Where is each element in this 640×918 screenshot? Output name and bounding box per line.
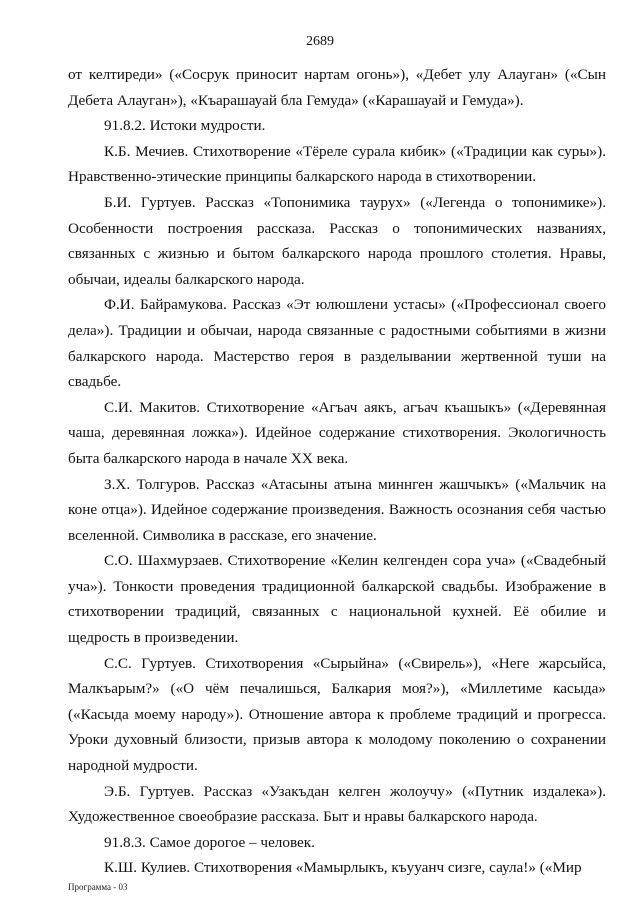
paragraph-gurtuev-eb: Э.Б. Гуртуев. Рассказ «Узакъдан келген жолоучу» («Путник издалека»). Художественное своеобразие рассказа. Быт и нравы балкарского народа.	[68, 782, 606, 826]
document-body	[68, 62, 606, 881]
paragraph-continuation: от келтиреди» («Сосрук приносит нартам огонь»), «Дебет улу Алауган» («Сын Дебета Алауган»), «Къарашауай бла Гемуда» («Карашауай и Гемуда»).	[68, 66, 606, 109]
paragraph-gurtuev-bi: Б.И. Гуртуев. Рассказ «Топонимика таурух» («Легенда о топонимике»). Особенности построения рассказа. Рассказ о топонимических названиях, связанных с жизнью и бытом балкарского народа прошлого столетия. Нравы, обычаи, идеалы балкарского народа.	[68, 193, 606, 288]
page-number: 2689	[306, 34, 334, 49]
paragraph-gurtuev-ss: С.С. Гуртуев. Стихотворения «Сырыйна» («Свирель»), «Неге жарсыйса, Малкъарым?» («О чём печалишься, Балкария моя?»), «Миллетиме касыда» («Касыда моему народу»). Отношение автора к проблеме традиций и прогресса. Уроки духовный близости, призыв автора к молодому поколению о сохранении народной мудрости.	[68, 654, 606, 775]
paragraph-bayramukova: Ф.И. Байрамукова. Рассказ «Эт юлюшлени устасы» («Профессионал своего дела»). Традиции и обычаи, народа связанные с радостными событиями в жизни балкарского народа. Мастерство героя в разделывании жертвенной туши на свадьбе.	[68, 296, 606, 391]
paragraph-shakhmurzaev: С.О. Шахмурзаев. Стихотворение «Келин келгенден сора уча» («Свадебный уча»). Тонкости проведения традиционной балкарской свадьбы. Изображение в стихотворении традиций, связанных с национальной кухней. Её обилие и щедрость в произведении.	[68, 552, 606, 647]
paragraph-makitov: С.И. Макитов. Стихотворение «Агъач аякъ, агъач къашыкъ» («Деревянная чаша, деревянная ложка»). Идейное содержание стихотворения. Экологичность быта балкарского народа в начале XX века.	[68, 398, 606, 467]
paragraph-mechiev: К.Б. Мечиев. Стихотворение «Тёреле сурала кибик» («Традиции как суры»). Нравственно-этические принципы балкарского народа в стихотворении.	[68, 142, 606, 186]
section-heading-91-8-3: 91.8.3. Самое дорогое – человек.	[104, 833, 315, 851]
footer-note: Программа - 03	[68, 882, 128, 892]
paragraph-kuliev: К.Ш. Кулиев. Стихотворения «Мамырлыкъ, къууанч сизге, саула!» («Мир	[104, 859, 582, 877]
paragraph-tolgurov: З.Х. Толгуров. Рассказ «Атасыны атына миннген жашчыкъ» («Мальчик на коне отца»). Идейное содержание произведения. Важность осознания себя частью вселенной. Символика в рассказе, его значение.	[68, 475, 606, 544]
section-heading-91-8-2: 91.8.2. Истоки мудрости.	[104, 117, 266, 135]
